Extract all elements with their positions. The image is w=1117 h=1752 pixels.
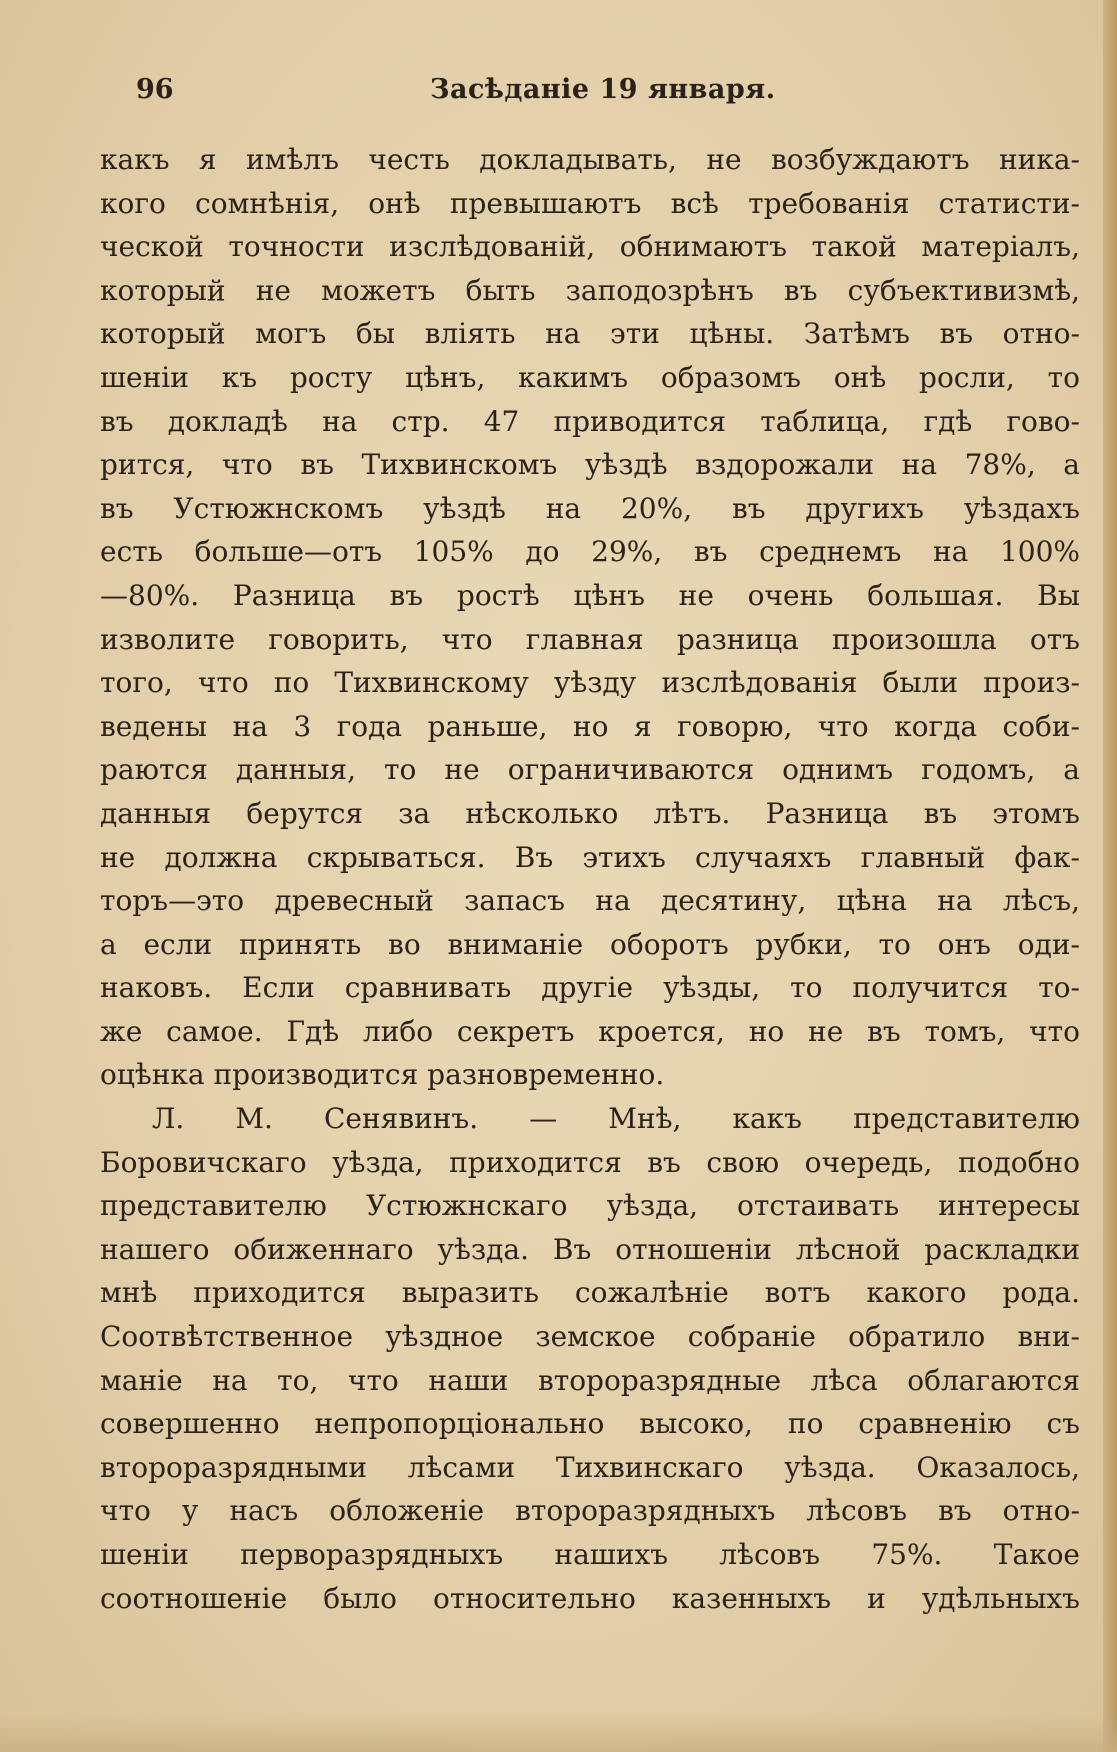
speaker-line: Л. М. Сенявинъ. — Мнѣ, какъ представителю	[152, 1102, 1080, 1136]
text-line: торъ—это древесный запасъ на десятину, цѣна на лѣсъ,	[100, 884, 1080, 918]
text-line: что у насъ обложеніе второразрядныхъ лѣсовъ въ отно-	[100, 1494, 1080, 1528]
text-line: раются данныя, то не ограничиваются однимъ годомъ, а	[100, 753, 1080, 787]
text-line: шеніи къ росту цѣнъ, какимъ образомъ онѣ росли, то	[100, 360, 1080, 394]
page-number: 96	[136, 74, 174, 105]
text-line: а если принять во вниманіе оборотъ рубки, то онъ оди-	[100, 927, 1080, 961]
text-line: совершенно непропорціонально высоко, по сравненію съ	[100, 1407, 1080, 1441]
text-line: данныя берутся за нѣсколько лѣтъ. Разница въ этомъ	[100, 796, 1080, 830]
text-line: нашего обиженнаго уѣзда. Въ отношеніи лѣсной раскладки	[100, 1232, 1080, 1266]
text-line: —80%. Разница въ ростѣ цѣнъ не очень большая. Вы	[100, 578, 1080, 612]
text-line: изволите говорить, что главная разница произошла отъ	[100, 622, 1080, 656]
text-line: мнѣ приходится выразить сожалѣніе вотъ какого рода.	[100, 1276, 1080, 1310]
text-line: второразрядными лѣсами Тихвинскаго уѣзда. Оказалось,	[100, 1450, 1080, 1484]
text-line: рится, что въ Тихвинскомъ уѣздѣ вздорожали на 78%, а	[100, 448, 1080, 482]
text-line: Боровичскаго уѣзда, приходится въ свою очередь, подобно	[100, 1145, 1080, 1179]
text-line: кого сомнѣнія, онѣ превышаютъ всѣ требованія статисти-	[100, 186, 1080, 220]
text-line: не должна скрываться. Въ этихъ случаяхъ главный фак-	[100, 840, 1080, 874]
text-line: же самое. Гдѣ либо секретъ кроется, но не въ томъ, что	[100, 1014, 1080, 1048]
text-line: который не можетъ быть заподозрѣнъ въ субъективизмѣ,	[100, 273, 1080, 307]
text-line: въ Устюжнскомъ уѣздѣ на 20%, въ другихъ уѣздахъ	[100, 491, 1080, 525]
text-line: маніе на то, что наши второразрядные лѣса облагаются	[100, 1363, 1080, 1397]
text-line: есть больше—отъ 105% до 29%, въ среднемъ на 100%	[100, 535, 1080, 569]
text-line: ведены на 3 года раньше, но я говорю, что когда соби-	[100, 709, 1080, 743]
running-title: Засѣданіе 19 января.	[430, 74, 776, 105]
text-line: ческой точности изслѣдованій, обнимаютъ такой матеріалъ,	[100, 230, 1080, 264]
text-line: того, что по Тихвинскому уѣзду изслѣдованія были произ-	[100, 666, 1080, 700]
text-line: шеніи перворазрядныхъ нашихъ лѣсовъ 75%. Такое	[100, 1538, 1080, 1571]
text-line: который могъ бы вліять на эти цѣны. Затѣмъ въ отно-	[100, 317, 1080, 351]
text-line: какъ я имѣлъ честь докладывать, не возбуждаютъ ника-	[100, 143, 1080, 176]
page-edge-shadow	[1103, 0, 1117, 1752]
page-header	[100, 70, 1080, 114]
paragraph-end-line: оцѣнка производится разновременно.	[100, 1058, 665, 1092]
text-line: представителю Устюжнскаго уѣзда, отстаивать интересы	[100, 1189, 1080, 1223]
text-line: наковъ. Если сравнивать другіе уѣзды, то получится то-	[100, 971, 1080, 1005]
text-line: соотношеніе было относительно казенныхъ и удѣльныхъ	[100, 1581, 1080, 1615]
page-bottom-shadow	[0, 1712, 1117, 1752]
text-line: Соотвѣтственное уѣздное земское собраніе обратило вни-	[100, 1320, 1080, 1354]
body-text	[100, 138, 1080, 1620]
text-line: въ докладѣ на стр. 47 приводится таблица, гдѣ гово-	[100, 404, 1080, 438]
